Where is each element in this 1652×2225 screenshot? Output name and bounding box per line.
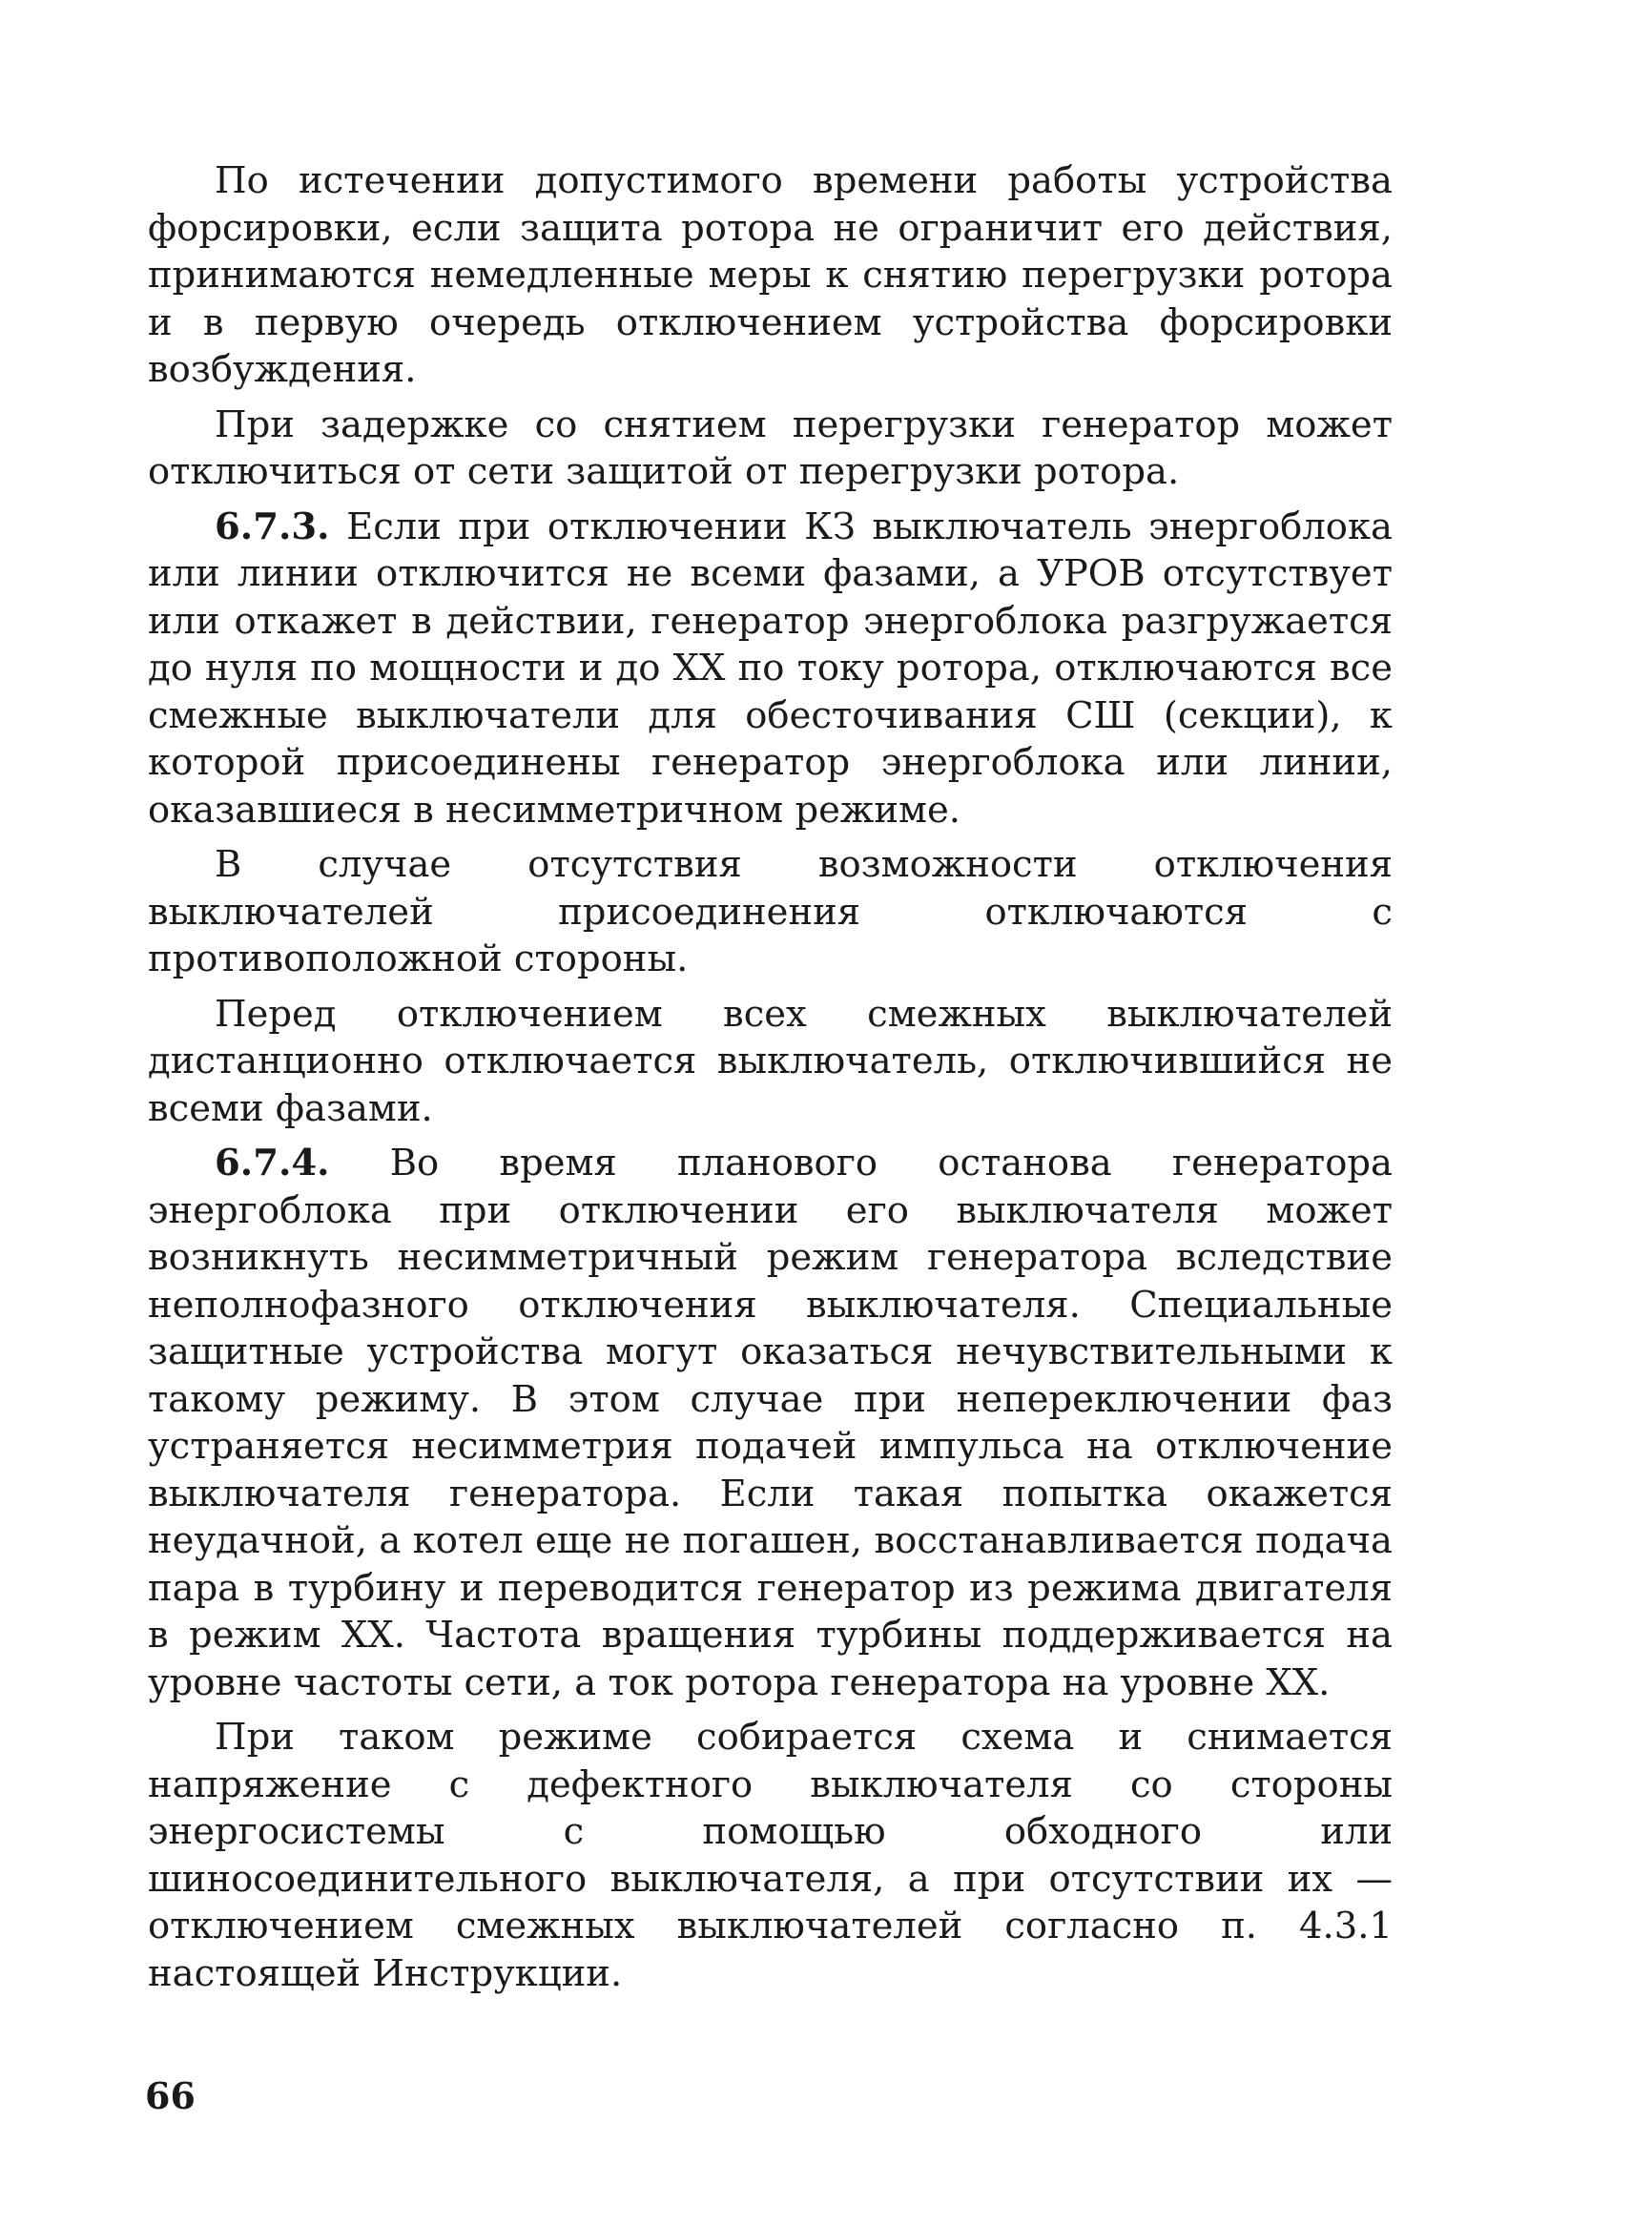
clause-number: 6.7.3. [215, 505, 330, 548]
paragraph-5 [148, 991, 1393, 1133]
page-number: 66 [145, 2074, 196, 2117]
paragraph-text: При таком режиме собирается схема и снимается напряжение с дефектного выключателя со стороны энергосистемы с помощью обходного или шиносоединительного выключателя, а при отсутствии их — отключением смежных выключателей согласно п. 4.3.1 настоящей Инструкции. [148, 1716, 1393, 1995]
paragraph-text: При задержке со снятием перегрузки генератор может отключиться от сети защитой от перегрузки ротора. [148, 402, 1393, 493]
paragraph-1 [148, 157, 1393, 394]
paragraph-4 [148, 841, 1393, 983]
paragraph-text: Во время планового останова генератора энергоблока при отключении его выключателя может возникнуть несимметричный режим генератора вследствие неполнофазного отключения выключателя. Специальные защитные устройства могут оказаться нечувствительными к такому режиму. В этом случае при непереключении фаз устраняется несимметрия подачей импульса на отключение выключателя генератора. Если такая попытка окажется неудачной, а котел еще не погашен, восстанавливается подача пара в турбину и переводится генератор из режима двигателя в режим ХХ. Частота вращения турбины поддерживается на уровне частоты сети, а ток ротора генератора на уровне ХХ. [148, 1142, 1393, 1704]
paragraph-2 [148, 402, 1393, 496]
paragraph-text: По истечении допустимого времени работы устройства форсировки, если защита ротора не ограничит его действия, принимаются немедленные меры к снятию перегрузки ротора и в первую очередь отключением устройства форсировки возбуждения. [148, 159, 1393, 391]
paragraph-text: Если при отключении КЗ выключатель энергоблока или линии отключится не всеми фазами, а УРОВ отсутствует или откажет в действии, генератор энергоблока разгружается до нуля по мощности и до ХХ по току ротора, отключаются все смежные выключатели для обесточивания СШ (секции), к которой присоединены генератор энергоблока или линии, оказавшиеся в несимметричном режиме. [148, 505, 1393, 832]
paragraph-text: В случае отсутствия возможности отключения выключателей присоединения отключаются с противоположной стороны. [148, 843, 1393, 980]
body-text [148, 157, 1393, 2005]
paragraph-7 [148, 1714, 1393, 1997]
paragraph-text: Перед отключением всех смежных выключателей дистанционно отключается выключатель, отключившийся не всеми фазами. [148, 992, 1393, 1130]
paragraph-6 [148, 1140, 1393, 1706]
clause-number: 6.7.4. [215, 1142, 330, 1185]
paragraph-3 [148, 504, 1393, 834]
